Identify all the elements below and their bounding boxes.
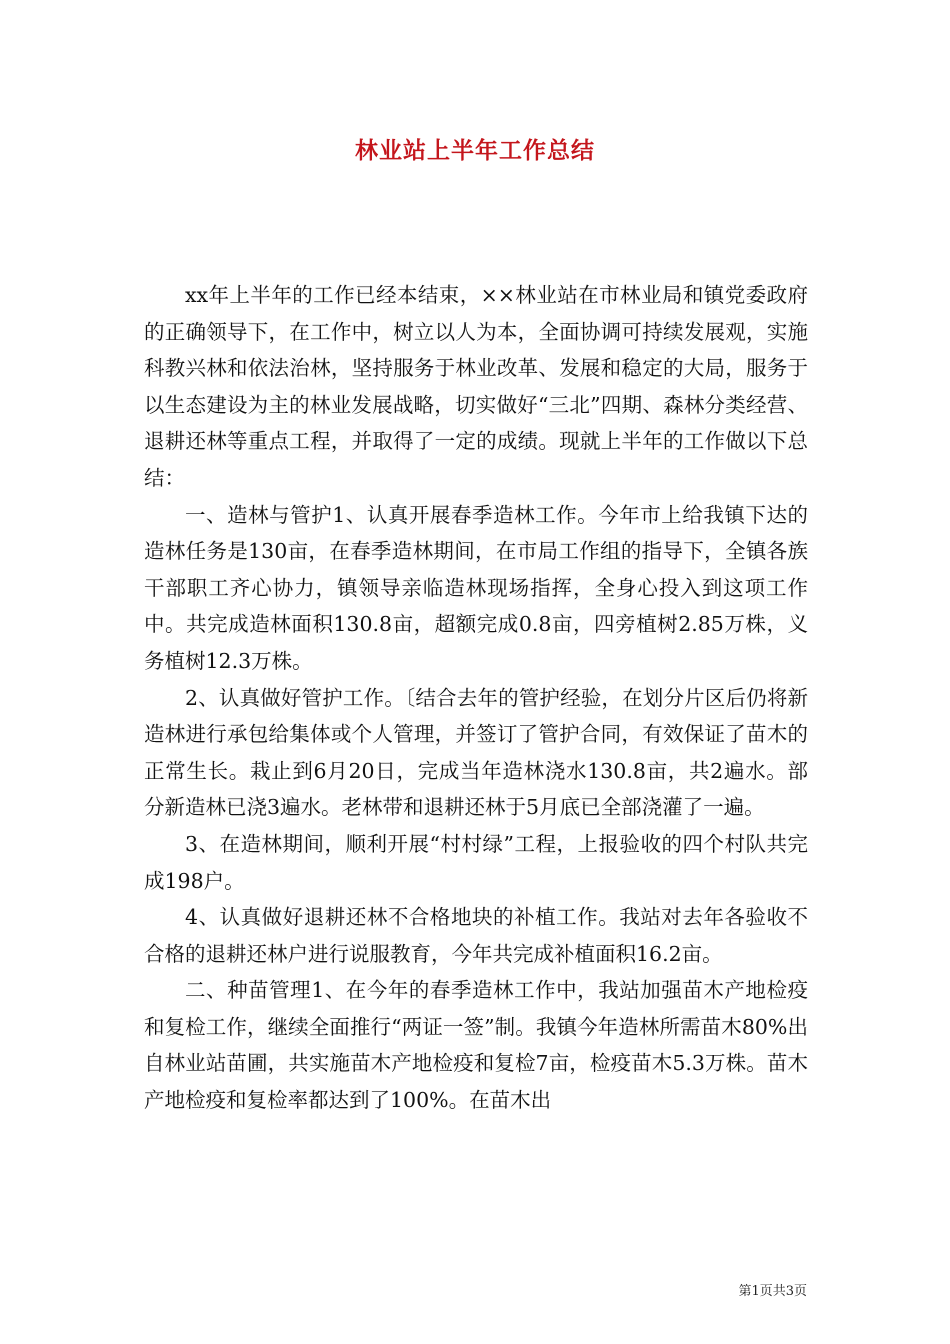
document-title: 林业站上半年工作总结 bbox=[355, 137, 595, 164]
paragraph-management: 2、认真做好管护工作。〔结合去年的管护经验，在划分片区后仍将新造林进行承包给集体或个人管理，并签订了管护合同，有效保证了苗木的正常生长。栽止到6月20日，完成当年造林浇水130.8亩，共2遍水。部分新造林已浇3遍水。老林带和退耕还林于5月底已全部浇灌了一遍。 bbox=[144, 685, 808, 820]
paragraph-village-greening: 3、在造林期间，顺利开展“村村绿”工程，上报验收的四个村队共完成198户。 bbox=[144, 831, 808, 893]
paragraph-seedling-management: 二、种苗管理1、在今年的春季造林工作中，我站加强苗木产地检疫和复检工作，继续全面推行“两证一签”制。我镇今年造林所需苗木80%出自林业站苗圃，共实施苗木产地检疫和复检7亩，检疫苗木5.3万株。苗木产地检疫和复检率都达到了100%。在苗木出 bbox=[144, 978, 808, 1113]
paragraph-afforestation: 一、造林与管护1、认真开展春季造林工作。今年市上给我镇下达的造林任务是130亩，在春季造林期间，在市局工作组的指导下，全镇各族干部职工齐心协力，镇领导亲临造林现场指挥，全身心投入到这项工作中。共完成造林面积130.8亩，超额完成0.8亩，四旁植树2.85万株，义务植树12.3万株。 bbox=[144, 502, 808, 673]
paragraph-intro: xx年上半年的工作已经本结束，××林业站在市林业局和镇党委政府的正确领导下，在工作中，树立以人为本，全面协调可持续发展观，实施科教兴林和依法治林，坚持服务于林业改革、发展和稳定的大局，服务于以生态建设为主的林业发展战略，切实做好“三北”四期、森林分类经营、退耕还林等重点工程，并取得了一定的成绩。现就上半年的工作做以下总结： bbox=[144, 283, 808, 490]
document-body bbox=[144, 277, 808, 1119]
paragraph-replanting: 4、认真做好退耕还林不合格地块的补植工作。我站对去年各验收不合格的退耕还林户进行说服教育，今年共完成补植面积16.2亩。 bbox=[144, 905, 808, 966]
page-number: 第1页共3页 bbox=[738, 1284, 807, 1299]
